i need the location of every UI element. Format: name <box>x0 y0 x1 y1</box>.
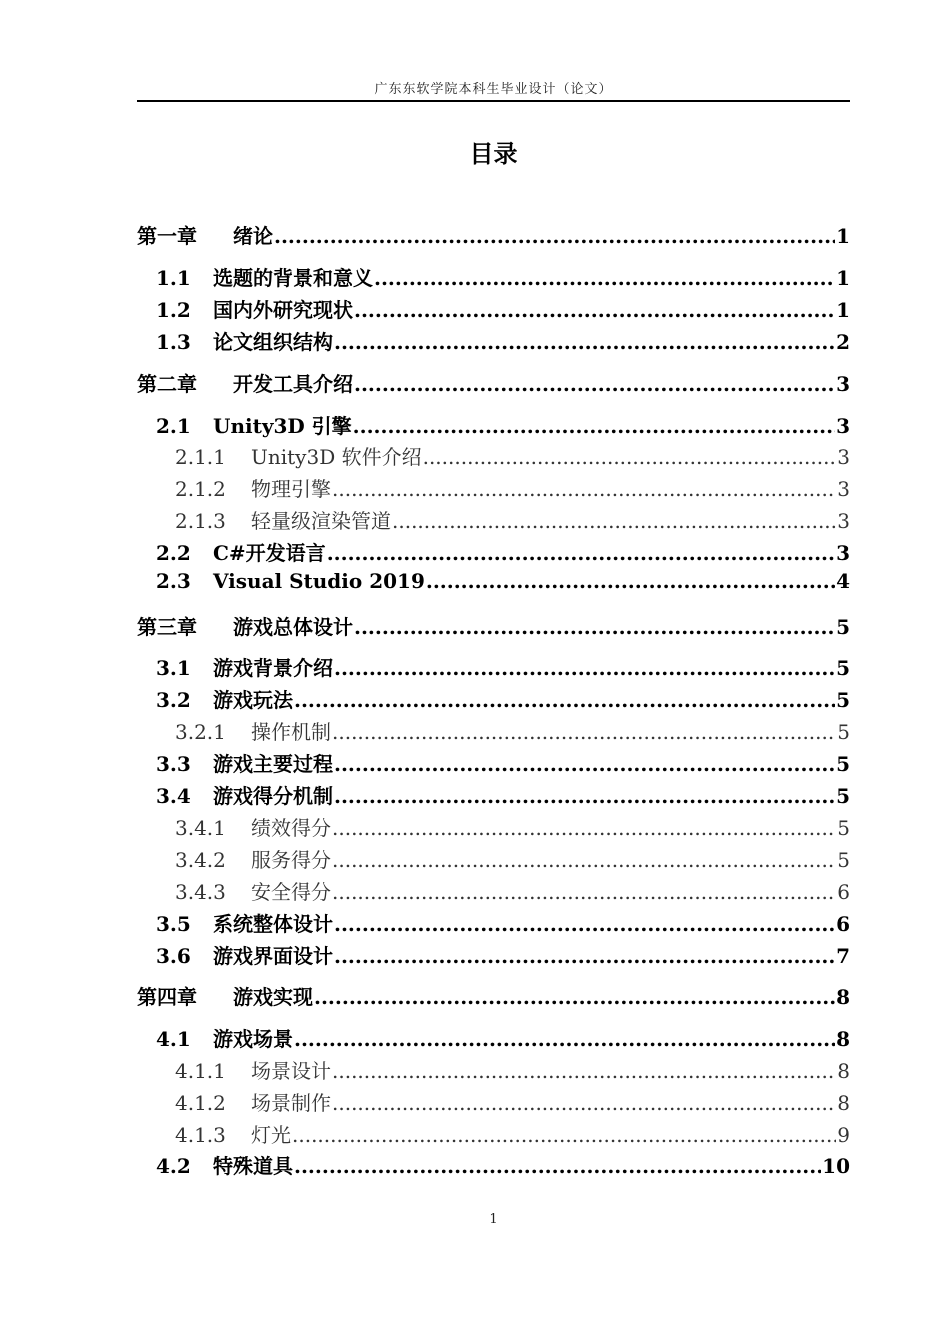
toc-entry-title: Visual Studio 2019 <box>213 569 425 593</box>
toc-entry-page: 1 <box>836 224 850 248</box>
toc-entry-sub[interactable] <box>137 812 850 842</box>
toc-dot-leader <box>332 1091 836 1115</box>
toc-entry-page: 5 <box>836 784 850 808</box>
toc-entry-page: 5 <box>836 688 850 712</box>
toc-entry-title: 灯光 <box>251 1123 291 1147</box>
toc-entry-page: 8 <box>836 1027 850 1051</box>
toc-entry-section[interactable] <box>137 908 850 938</box>
toc-entry-chapter[interactable] <box>137 981 850 1011</box>
toc-dot-leader <box>332 848 836 872</box>
toc-entry-sub[interactable] <box>137 441 850 471</box>
toc-entry-page: 1 <box>836 298 850 322</box>
toc-entry-sub[interactable] <box>137 1119 850 1149</box>
toc-entry-title: 游戏界面设计 <box>213 944 333 968</box>
toc-dot-leader <box>423 445 837 469</box>
toc-entry-sub[interactable] <box>137 1055 850 1085</box>
toc-entry-section[interactable] <box>137 326 850 356</box>
toc-entry-title: 游戏总体设计 <box>233 615 353 639</box>
toc-entry-number: 3.1 <box>156 656 191 680</box>
toc-dot-leader <box>334 912 835 936</box>
toc-entry-number: 3.2 <box>156 688 191 712</box>
toc-entry-title: 国内外研究现状 <box>213 298 353 322</box>
toc-dot-leader <box>334 330 835 354</box>
toc-entry-number: 3.2.1 <box>175 720 226 744</box>
page-number: 1 <box>489 1212 498 1227</box>
toc-entry-section[interactable] <box>137 1023 850 1053</box>
toc-entry-title: 游戏背景介绍 <box>213 656 333 680</box>
toc-entry-section[interactable] <box>137 294 850 324</box>
toc-entry-number: 3.4 <box>156 784 191 808</box>
toc-entry-page: 3 <box>836 414 850 438</box>
toc-entry-number: 第四章 <box>137 985 197 1009</box>
toc-entry-page: 3 <box>836 541 850 565</box>
toc-entry-page: 8 <box>837 1091 850 1115</box>
toc-entry-number: 4.1.2 <box>175 1091 226 1115</box>
toc-dot-leader <box>327 541 835 565</box>
toc-entry-section[interactable] <box>137 748 850 778</box>
toc-entry-section[interactable] <box>137 262 850 292</box>
toc-entry-number: 3.3 <box>156 752 191 776</box>
toc-entry-page: 10 <box>822 1154 850 1178</box>
toc-entry-number: 1.1 <box>156 266 191 290</box>
toc-entry-title: 服务得分 <box>251 848 331 872</box>
toc-entry-sub[interactable] <box>137 473 850 503</box>
toc-entry-number: 2.1.2 <box>175 477 226 501</box>
toc-entry-page: 2 <box>836 330 850 354</box>
toc-entry-number: 2.1.1 <box>175 445 226 469</box>
toc-entry-title: 安全得分 <box>251 880 331 904</box>
toc-dot-leader <box>294 1027 835 1051</box>
toc-entry-number: 1.2 <box>156 298 191 322</box>
toc-entry-page: 5 <box>836 615 850 639</box>
header-rule <box>137 100 850 102</box>
toc-entry-number: 3.4.2 <box>175 848 226 872</box>
toc-entry-title: 开发工具介绍 <box>233 372 353 396</box>
toc-entry-title: 游戏玩法 <box>213 688 293 712</box>
toc-entry-title: 游戏实现 <box>233 985 313 1009</box>
toc-dot-leader <box>332 477 836 501</box>
toc-entry-chapter[interactable] <box>137 611 850 641</box>
toc-entry-section[interactable] <box>137 652 850 682</box>
toc-dot-leader <box>353 414 835 438</box>
toc-entry-page: 4 <box>836 569 850 593</box>
toc-entry-page: 5 <box>837 848 850 872</box>
toc-dot-leader <box>332 880 836 904</box>
toc-entry-title: 系统整体设计 <box>213 912 333 936</box>
toc-entry-number: 4.1 <box>156 1027 191 1051</box>
toc-entry-title: 场景制作 <box>251 1091 331 1115</box>
toc-entry-page: 5 <box>837 720 850 744</box>
toc-entry-sub[interactable] <box>137 1087 850 1117</box>
toc-entry-title: Unity3D 软件介绍 <box>251 445 422 469</box>
toc-entry-title: Unity3D 引擎 <box>213 414 352 438</box>
toc-dot-leader <box>332 816 836 840</box>
toc-entry-section[interactable] <box>137 684 850 714</box>
toc-dot-leader <box>374 266 835 290</box>
toc-entry-page: 7 <box>836 944 850 968</box>
toc-entry-page: 8 <box>836 985 850 1009</box>
toc-dot-leader <box>354 298 835 322</box>
toc-dot-leader <box>392 509 836 533</box>
toc-dot-leader <box>314 985 835 1009</box>
toc-entry-number: 第一章 <box>137 224 197 248</box>
toc-dot-leader <box>274 224 835 248</box>
toc-dot-leader <box>426 569 835 593</box>
toc-entry-number: 3.5 <box>156 912 191 936</box>
toc-entry-page: 5 <box>836 656 850 680</box>
toc-entry-number: 3.4.1 <box>175 816 226 840</box>
toc-entry-section[interactable] <box>137 537 850 567</box>
toc-entry-section[interactable] <box>137 780 850 810</box>
toc-entry-page: 3 <box>837 509 850 533</box>
toc-entry-number: 3.4.3 <box>175 880 226 904</box>
toc-entry-title: 绪论 <box>233 224 273 248</box>
toc-entry-title: 选题的背景和意义 <box>213 266 373 290</box>
toc-entry-title: 游戏场景 <box>213 1027 293 1051</box>
toc-entry-number: 2.1 <box>156 414 191 438</box>
toc-entry-page: 3 <box>836 372 850 396</box>
toc-title: 目录 <box>469 140 518 168</box>
toc-entry-title: 特殊道具 <box>213 1154 293 1178</box>
toc-entry-page: 3 <box>837 445 850 469</box>
toc-entry-page: 6 <box>837 880 850 904</box>
toc-entry-section[interactable] <box>137 569 850 599</box>
toc-dot-leader <box>332 1059 836 1083</box>
toc-entry-section[interactable] <box>137 940 850 970</box>
toc-entry-sub[interactable] <box>137 716 850 746</box>
toc-entry-number: 1.3 <box>156 330 191 354</box>
toc-entry-title: 操作机制 <box>251 720 331 744</box>
toc-entry-number: 第三章 <box>137 615 197 639</box>
toc-entry-chapter[interactable] <box>137 220 850 250</box>
toc-dot-leader <box>294 688 835 712</box>
toc-entry-title: 游戏得分机制 <box>213 784 333 808</box>
toc-entry-title: 轻量级渲染管道 <box>251 509 391 533</box>
toc-entry-page: 5 <box>836 752 850 776</box>
toc-dot-leader <box>334 784 835 808</box>
toc-entry-page: 3 <box>837 477 850 501</box>
toc-entry-sub[interactable] <box>137 876 850 906</box>
toc-entry-number: 4.1.1 <box>175 1059 226 1083</box>
toc-entry-page: 5 <box>837 816 850 840</box>
toc-entry-title: 绩效得分 <box>251 816 331 840</box>
toc-entry-title: 游戏主要过程 <box>213 752 333 776</box>
toc-entry-number: 2.1.3 <box>175 509 226 533</box>
toc-entry-sub[interactable] <box>137 844 850 874</box>
toc-entry-section[interactable] <box>137 1150 850 1180</box>
toc-entry-page: 8 <box>837 1059 850 1083</box>
toc-entry-number: 3.6 <box>156 944 191 968</box>
toc-dot-leader <box>332 720 836 744</box>
toc-entry-page: 9 <box>837 1123 850 1147</box>
toc-entry-page: 6 <box>836 912 850 936</box>
toc-dot-leader <box>354 372 835 396</box>
toc-dot-leader <box>334 752 835 776</box>
toc-entry-number: 2.2 <box>156 541 191 565</box>
toc-entry-section[interactable] <box>137 410 850 440</box>
page-header: 广东东软学院本科生毕业设计（论文） <box>374 82 613 97</box>
toc-entry-page: 1 <box>836 266 850 290</box>
toc-entry-number: 2.3 <box>156 569 191 593</box>
toc-dot-leader <box>334 656 835 680</box>
toc-dot-leader <box>292 1123 836 1147</box>
toc-entry-number: 4.1.3 <box>175 1123 226 1147</box>
toc-entry-title: C#开发语言 <box>213 541 326 565</box>
toc-entry-chapter[interactable] <box>137 368 850 398</box>
toc-entry-title: 论文组织结构 <box>213 330 333 354</box>
toc-entry-title: 物理引擎 <box>251 477 331 501</box>
toc-entry-number: 4.2 <box>156 1154 191 1178</box>
toc-dot-leader <box>354 615 835 639</box>
toc-dot-leader <box>334 944 835 968</box>
toc-entry-title: 场景设计 <box>251 1059 331 1083</box>
toc-dot-leader <box>294 1154 821 1178</box>
toc-entry-number: 第二章 <box>137 372 197 396</box>
toc-entry-sub[interactable] <box>137 505 850 535</box>
